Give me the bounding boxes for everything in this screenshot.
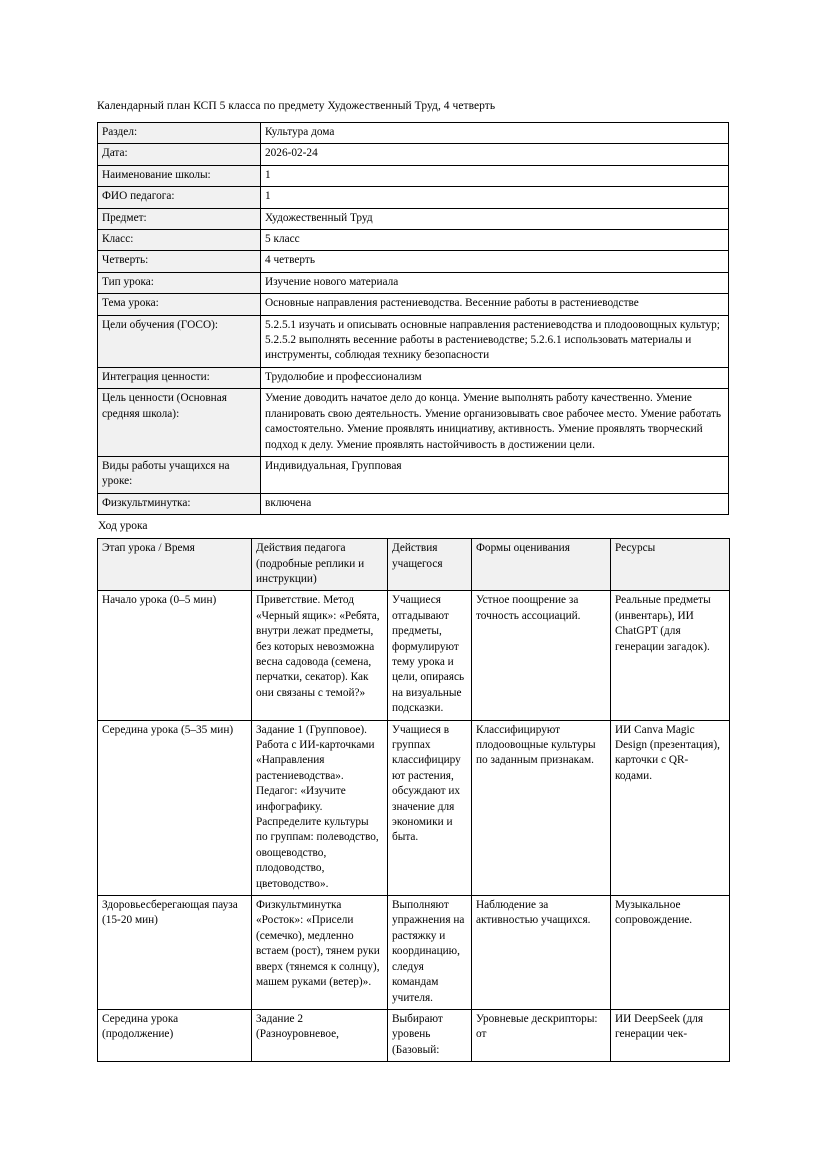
table-row xyxy=(98,272,729,293)
cell-student-actions: Учащиеся отгадывают предметы, формулируют тему урока и цели, опираясь на визуальные подсказки. xyxy=(388,591,472,720)
info-label: ФИО педагога: xyxy=(98,187,261,208)
table-row xyxy=(98,1009,730,1061)
lesson-info-table xyxy=(97,122,729,515)
cell-teacher-actions: Приветствие. Метод «Черный ящик»: «Ребята, внутри лежат предметы, без которых невозможна весна садовода (семена, перчатки, секатор). Как они связаны с темой?» xyxy=(252,591,388,720)
lesson-flow-table xyxy=(97,538,730,1062)
info-value: 2026-02-24 xyxy=(261,144,729,165)
info-label: Четверть: xyxy=(98,251,261,272)
table-row xyxy=(98,896,730,1010)
table-row xyxy=(98,720,730,895)
info-label: Наименование школы: xyxy=(98,165,261,186)
cell-teacher-actions: Задание 2 (Разноуровневое, xyxy=(252,1009,388,1061)
cell-teacher-actions: Физкультминутка «Росток»: «Присели (семечко), медленно встаем (рост), тянем руки вверх (тянемся к солнцу), машем руками (ветер)». xyxy=(252,896,388,1010)
info-label: Виды работы учащихся на уроке: xyxy=(98,456,261,493)
info-value: 1 xyxy=(261,187,729,208)
table-row xyxy=(98,187,729,208)
table-row xyxy=(98,315,729,367)
info-value: 5.2.5.1 изучать и описывать основные направления растениеводства и плодоовощных культур; 5.2.5.2 выполнять весенние работы в растениеводстве; 5.2.6.1 использовать материалы и инструменты, соблюдая технику безопасности xyxy=(261,315,729,367)
info-label: Предмет: xyxy=(98,208,261,229)
cell-assessment: Устное поощрение за точность ассоциаций. xyxy=(472,591,611,720)
info-label: Цели обучения (ГОСО): xyxy=(98,315,261,367)
cell-resources: ИИ DeepSeek (для генерации чек- xyxy=(611,1009,730,1061)
info-value: Художественный Труд xyxy=(261,208,729,229)
info-value: 1 xyxy=(261,165,729,186)
table-row xyxy=(98,493,729,514)
info-label: Раздел: xyxy=(98,123,261,144)
info-label: Физкультминутка: xyxy=(98,493,261,514)
column-header-assessment: Формы оценивания xyxy=(472,539,611,591)
info-label: Интеграция ценности: xyxy=(98,367,261,388)
table-row xyxy=(98,230,729,251)
table-header-row xyxy=(98,539,730,591)
document-content xyxy=(97,98,729,1062)
cell-assessment: Уровневые дескрипторы: от xyxy=(472,1009,611,1061)
column-header-teacher-actions: Действия педагога (подробные реплики и инструкции) xyxy=(252,539,388,591)
cell-assessment: Наблюдение за активностью учащихся. xyxy=(472,896,611,1010)
cell-teacher-actions: Задание 1 (Групповое). Работа с ИИ-карточками «Направления растениеводства». Педагог: «Изучите инфографику. Распределите культуры по группам: полеводство, овощеводство, плодоводство, цветоводство». xyxy=(252,720,388,895)
cell-resources: ИИ Canva Magic Design (презентация), карточки с QR-кодами. xyxy=(611,720,730,895)
table-row xyxy=(98,144,729,165)
cell-student-actions: Выбирают уровень (Базовый: xyxy=(388,1009,472,1061)
info-value: Трудолюбие и профессионализм xyxy=(261,367,729,388)
info-label: Класс: xyxy=(98,230,261,251)
info-label: Тема урока: xyxy=(98,294,261,315)
info-value: Изучение нового материала xyxy=(261,272,729,293)
cell-resources: Музыкальное сопровождение. xyxy=(611,896,730,1010)
cell-stage: Середина урока (продолжение) xyxy=(98,1009,252,1061)
info-label: Дата: xyxy=(98,144,261,165)
cell-stage: Здоровьесберегающая пауза (15-20 мин) xyxy=(98,896,252,1010)
column-header-student-actions: Действия учащегося xyxy=(388,539,472,591)
info-value: Умение доводить начатое дело до конца. Умение выполнять работу качественно. Умение планировать свою деятельность. Умение организовывать свое рабочее место. Умение работать самостоятельно. Умение проявлять инициативу, активность. Умение проявлять творческий подход к делу. Умение проявлять настойчивость в достижении цели. xyxy=(261,389,729,457)
table-row xyxy=(98,294,729,315)
lesson-flow-heading: Ход урока xyxy=(98,520,148,533)
table-row xyxy=(98,367,729,388)
column-header-resources: Ресурсы xyxy=(611,539,730,591)
cell-student-actions: Учащиеся в группах классифицируют растения, обсуждают их значение для экономики и быта. xyxy=(388,720,472,895)
cell-assessment: Классифицируют плодоовощные культуры по заданным признакам. xyxy=(472,720,611,895)
cell-resources: Реальные предметы (инвентарь), ИИ ChatGPT (для генерации загадок). xyxy=(611,591,730,720)
info-value: Культура дома xyxy=(261,123,729,144)
table-row xyxy=(98,591,730,720)
info-value: Индивидуальная, Групповая xyxy=(261,456,729,493)
info-label: Цель ценности (Основная средняя школа): xyxy=(98,389,261,457)
info-label: Тип урока: xyxy=(98,272,261,293)
table-row xyxy=(98,251,729,272)
page-title: Календарный план КСП 5 класса по предмету Художественный Труд, 4 четверть xyxy=(97,100,496,112)
info-value: 5 класс xyxy=(261,230,729,251)
cell-stage: Середина урока (5–35 мин) xyxy=(98,720,252,895)
info-value: включена xyxy=(261,493,729,514)
table-row xyxy=(98,123,729,144)
lesson-info-body xyxy=(98,123,729,515)
table-row xyxy=(98,165,729,186)
info-value: 4 четверть xyxy=(261,251,729,272)
info-value: Основные направления растениеводства. Весенние работы в растениеводстве xyxy=(261,294,729,315)
cell-student-actions: Выполняют упражнения на растяжку и координацию, следуя командам учителя. xyxy=(388,896,472,1010)
table-row xyxy=(98,208,729,229)
lesson-flow-body xyxy=(98,591,730,1062)
lesson-flow-header xyxy=(98,539,730,591)
table-row xyxy=(98,456,729,493)
column-header-stage: Этап урока / Время xyxy=(98,539,252,591)
table-row xyxy=(98,389,729,457)
cell-stage: Начало урока (0–5 мин) xyxy=(98,591,252,720)
